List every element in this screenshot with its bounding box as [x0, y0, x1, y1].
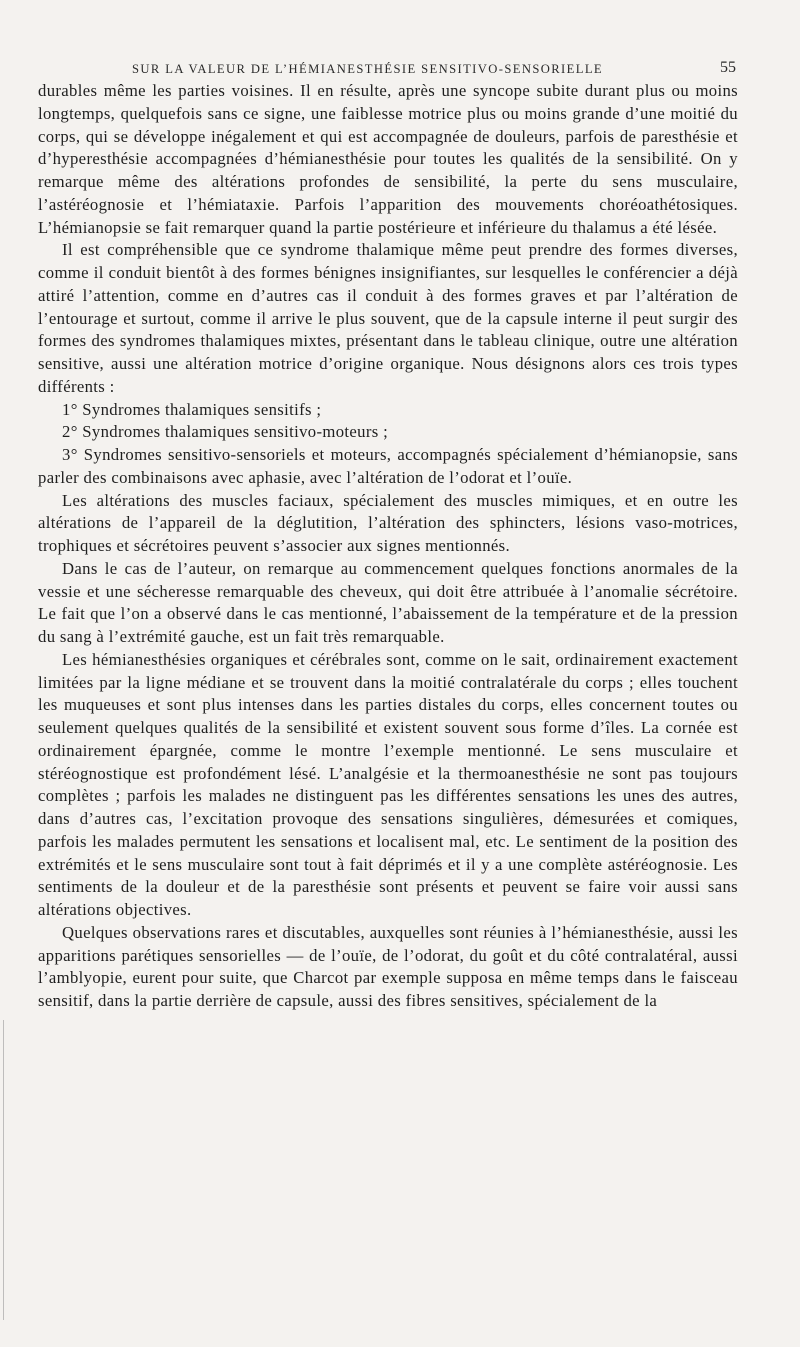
paragraph-observations: Quelques observations rares et discutables, auxquelles sont réunies à l’hémianesthésie, aussi les apparitions parétiques sensorielles — de l’ouïe, de l’odorat, du goût et du côté contralatéral, aussi l’amblyopie, eurent pour suite, que Charcot par exemple supposa en même temps dans le faisceau sensitif, dans la partie derrière de capsule, aussi des fibres sensitives, spécialement de la — [38, 922, 738, 1010]
list-item-3: 3° Syndromes sensitivo-sensoriels et moteurs, accompagnés spécialement d’hémianopsie, sans parler des combinaisons avec aphasie, avec l’altération de l’odorat et l’ouïe. — [38, 445, 738, 487]
paragraph-author-case: Dans le cas de l’auteur, on remarque au commencement quelques fonctions anormales de la vessie et une sécheresse remarquable des cheveux, qui doit être attribuée à l’anomalie sécrétoire. Le fait que l’on a observé dans le cas mentionné, l’abaissement de la température et de la pression du sang à l’extrémité gauche, est un fait très remarquable. — [38, 558, 738, 646]
scan-edge-line — [3, 1020, 4, 1320]
body-text — [38, 80, 738, 1013]
paragraph-facial-muscles: Les altérations des muscles faciaux, spécialement des muscles mimiques, et en outre les altérations de l’appareil de la déglutition, l’altération des sphincters, lésions vaso-motrices, trophiques et sécrétoires peuvent s’associer aux signes mentionnés. — [38, 490, 738, 555]
list-item-2: 2° Syndromes thalamiques sensitivo-moteurs ; — [62, 422, 389, 442]
page-header — [38, 40, 738, 80]
list-item-1: 1° Syndromes thalamiques sensitifs ; — [62, 399, 322, 419]
paragraph-syndrome-forms: Il est compréhensible que ce syndrome thalamique même peut prendre des formes diverses, comme il conduit bientôt à des formes bénignes insignifiantes, sur lesquelles le conférencier a déjà attiré l’attention, comme en d’autres cas il conduit à des formes graves et par l’altération de l’entourage et surtout, comme il arrive le plus souvent, que de la capsule interne il peut surgir des formes des syndromes thalamiques mixtes, présentant dans le tableau clinique, outre une altération sensitive, aussi une altération motrice d’origine organique. Nous désignons alors ces trois types différents : — [38, 240, 738, 396]
book-page — [38, 40, 738, 1310]
page-number: 55 — [720, 59, 736, 76]
paragraph-continuation: durables même les parties voisines. Il en résulte, après une syncope subite durant plus ou moins longtemps, quelquefois sans ce signe, une faiblesse motrice plus ou moins grande d’une moitié du corps, qui se développe inégalement et qui est accompagnée de douleurs, parfois de paresthésie et d’hyperesthésie accompagnées d’hémianesthésie pour toutes les qualités de la sensibilité. On y remarque même des altérations profondes de sensibilité, la perte du sens musculaire, l’astéréognosie et l’hémiataxie. Parfois l’apparition des mouvements choréoathétosiques. L’hémianopsie se fait remarquer quand la partie postérieure et inférieure du thalamus a été lésée. — [38, 81, 738, 237]
paragraph-hemianesthesias: Les hémianesthésies organiques et cérébrales sont, comme on le sait, ordinairement exactement limitées par la ligne médiane et se trouvent dans la moitié contralatérale du corps ; elles touchent les muqueuses et sont plus intenses dans les parties distales du corps, elles concernent toutes ou seulement quelques qualités de la sensibilité et existent souvent sous forme d’îles. La cornée est ordinairement épargnée, comme le montre l’exemple mentionné. Le sens musculaire et stéréognostique est profondément lésé. L’analgésie et la thermoanesthésie ne sont pas toujours complètes ; parfois les malades ne distinguent pas les différentes sensations les unes des autres, dans d’autres cas, l’excitation provoque des sensations singulières, démesurées et comiques, parfois les malades permutent les sensations et localisent mal, etc. Le sentiment de la position des extrémités et le sens musculaire sont tout à fait déprimés et il y a une complète astéréognosie. Les sentiments de la douleur et de la paresthésie sont présents et peuvent se faire voir aussi sans altérations objectives. — [38, 649, 738, 919]
running-head: SUR LA VALEUR DE L’HÉMIANESTHÉSIE SENSITIVO-SENSORIELLE — [132, 62, 604, 76]
